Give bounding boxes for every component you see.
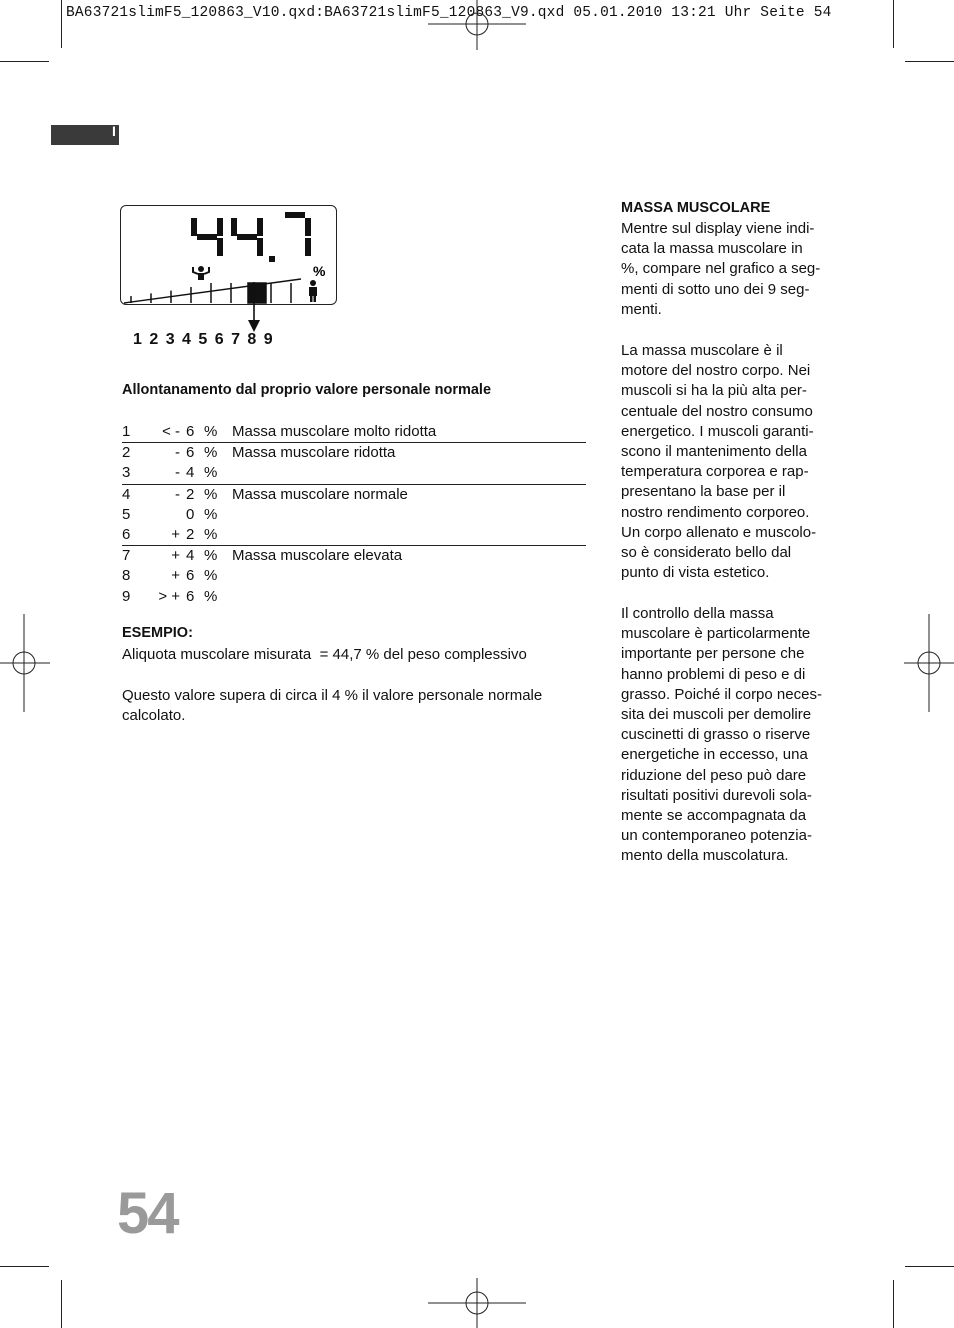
text-line: temperatura corporea e rap- xyxy=(621,463,809,481)
text-line: %, compare nel grafico a seg- xyxy=(621,260,821,278)
text-line: energetiche in eccesso, una xyxy=(621,746,808,764)
digit-segment xyxy=(231,218,237,236)
text-line: menti di sotto uno dei 9 seg- xyxy=(621,280,810,298)
cell-val: 6 xyxy=(186,423,195,440)
registration-mark-left xyxy=(0,614,50,714)
text-line: grasso. Poiché il corpo neces- xyxy=(621,685,822,703)
cell-sign: - xyxy=(175,464,180,482)
person-icon xyxy=(309,280,317,302)
digit-segment xyxy=(305,218,311,236)
table-row xyxy=(122,525,586,546)
digit-segment xyxy=(237,234,257,240)
cell-pct: % xyxy=(204,546,232,567)
cell-desc: Massa muscolare elevata xyxy=(232,546,586,567)
example-line: Aliquota muscolare misurata = 44,7 % del peso complessivo xyxy=(122,646,527,663)
cell-n: 6 xyxy=(122,525,131,543)
table-row xyxy=(122,484,586,505)
language-tab xyxy=(51,125,119,145)
table-row xyxy=(122,443,586,464)
cell-n: 8 xyxy=(122,567,131,585)
page-number: 54 xyxy=(117,1181,178,1246)
registration-mark-right xyxy=(904,614,954,714)
cell-desc xyxy=(232,566,586,586)
registration-mark-top xyxy=(428,0,528,50)
digit-segment xyxy=(197,234,217,240)
cell-n: 2 xyxy=(122,443,152,464)
cell-pct: % xyxy=(204,484,232,505)
deviation-title: Allontanamento dal proprio valore personale normale xyxy=(122,382,492,398)
cell-n: 1 xyxy=(122,423,131,440)
example-note: Questo valore supera di circa il 4 % il valore personale normale calcolato. xyxy=(122,687,543,725)
text-line: menti. xyxy=(621,300,662,318)
paragraph-3 xyxy=(621,604,846,867)
text-line: riduzione del peso può dare xyxy=(621,766,807,784)
text-line: muscoli si ha la più alta per- xyxy=(621,382,807,400)
cell-val: 4 xyxy=(186,546,204,567)
cell-desc xyxy=(232,463,586,484)
digit-segment xyxy=(257,238,263,256)
table-row xyxy=(122,566,586,586)
section-title: MASSA MUSCOLARE xyxy=(621,200,771,216)
example-title: ESEMPIO: xyxy=(122,625,193,641)
cell-pct: % xyxy=(204,464,218,482)
segment-bar xyxy=(131,283,291,303)
cell-sign: > + xyxy=(158,587,180,605)
cell-sign: < - xyxy=(162,423,180,440)
text-line: hanno problemi di peso e di xyxy=(621,665,806,683)
text-line: so è considerato bello dal xyxy=(621,544,792,562)
paragraph-1 xyxy=(621,219,846,320)
digit-segment xyxy=(285,212,305,218)
cell-n: 5 xyxy=(122,505,131,523)
text-line: un contemporaneo potenzia- xyxy=(621,827,812,845)
table-row xyxy=(122,505,586,525)
cell-val: 4 xyxy=(186,464,195,482)
text-line: scono il mantenimento della xyxy=(621,443,807,461)
text-line: centuale del nostro consumo xyxy=(621,402,813,420)
text-line: muscolare è particolarmente xyxy=(621,625,811,643)
text-line: Mentre sul display viene indi- xyxy=(621,220,815,237)
registration-mark-bottom xyxy=(428,1278,528,1328)
paragraph-2 xyxy=(621,341,846,583)
table-row xyxy=(122,546,586,567)
cell-pct: % xyxy=(204,443,232,464)
text-line: importante per persone che xyxy=(621,645,805,663)
cell-val: 0 xyxy=(186,505,195,523)
digit-segment xyxy=(305,238,311,256)
text-line: Un corpo allenato e muscolo- xyxy=(621,523,817,541)
cell-val: 2 xyxy=(186,484,204,505)
cell-val: 2 xyxy=(186,525,195,543)
cell-pct: % xyxy=(204,525,218,543)
table-row xyxy=(122,587,586,607)
print-header: BA63721slimF5_120863_V10.qxd:BA63721slimF5_120863_V9.qxd 05.01.2010 13:21 Uhr Seite 54 xyxy=(66,5,832,21)
text-line: cata la massa muscolare in xyxy=(621,240,803,258)
cell-sign xyxy=(152,505,186,525)
cell-val: 6 xyxy=(186,587,195,605)
cell-sign: + xyxy=(152,546,186,567)
text-line: sita dei muscoli per demolire xyxy=(621,706,812,724)
table-row xyxy=(122,463,586,484)
cell-desc xyxy=(232,505,586,525)
segment-pointer-arrow xyxy=(244,282,264,334)
cell-pct: % xyxy=(204,423,218,440)
cell-desc xyxy=(232,525,586,546)
cell-desc: Massa muscolare normale xyxy=(232,484,586,505)
digit-segment xyxy=(217,238,223,256)
cell-n: 9 xyxy=(122,587,131,605)
digit-segment xyxy=(257,218,263,236)
cell-desc xyxy=(232,587,586,607)
text-line: nostro rendimento corporeo. xyxy=(621,503,810,521)
display-drawing xyxy=(121,206,338,306)
digit-segment xyxy=(191,218,197,236)
display-unit: % xyxy=(313,263,326,279)
text-line: punto di vista estetico. xyxy=(621,564,770,582)
cell-sign: + xyxy=(171,567,180,585)
flexing-arms-icon xyxy=(193,266,209,280)
text-line: motore del nostro corpo. Nei xyxy=(621,362,811,380)
cell-val: 6 xyxy=(186,567,195,585)
cell-desc: Massa muscolare ridotta xyxy=(232,443,586,464)
cell-pct: % xyxy=(204,567,218,585)
text-line: risultati positivi durevoli sola- xyxy=(621,786,812,804)
scale-display xyxy=(120,205,337,305)
digit-segment xyxy=(217,218,223,236)
cell-n: 3 xyxy=(122,464,131,482)
segment-numbers: 1 2 3 4 5 6 7 8 9 xyxy=(133,331,274,348)
cell-n: 7 xyxy=(122,546,152,567)
cell-sign: - xyxy=(152,484,186,505)
text-line: presentano la base per il xyxy=(621,483,786,501)
decimal-point xyxy=(269,256,275,262)
text-line: mente se accompagnata da xyxy=(621,807,807,825)
cell-val: 6 xyxy=(186,443,204,464)
text-line: mento della muscolatura. xyxy=(621,847,789,865)
cell-pct: % xyxy=(204,505,218,523)
cell-desc: Massa muscolare molto ridotta xyxy=(232,423,437,440)
text-line: La massa muscolare è il xyxy=(621,342,783,359)
cell-n: 4 xyxy=(122,484,152,505)
table-row xyxy=(122,422,586,443)
text-line: energetico. I muscoli garanti- xyxy=(621,422,814,440)
deviation-table xyxy=(122,422,586,607)
text-line: Il controllo della massa xyxy=(621,605,774,622)
cell-sign: - xyxy=(152,443,186,464)
cell-sign: + xyxy=(171,525,180,543)
text-line: cuscinetti di grasso o riserve xyxy=(621,726,811,744)
language-tab-letter: I xyxy=(112,123,116,139)
cell-pct: % xyxy=(204,587,218,605)
display-reading xyxy=(191,212,311,262)
